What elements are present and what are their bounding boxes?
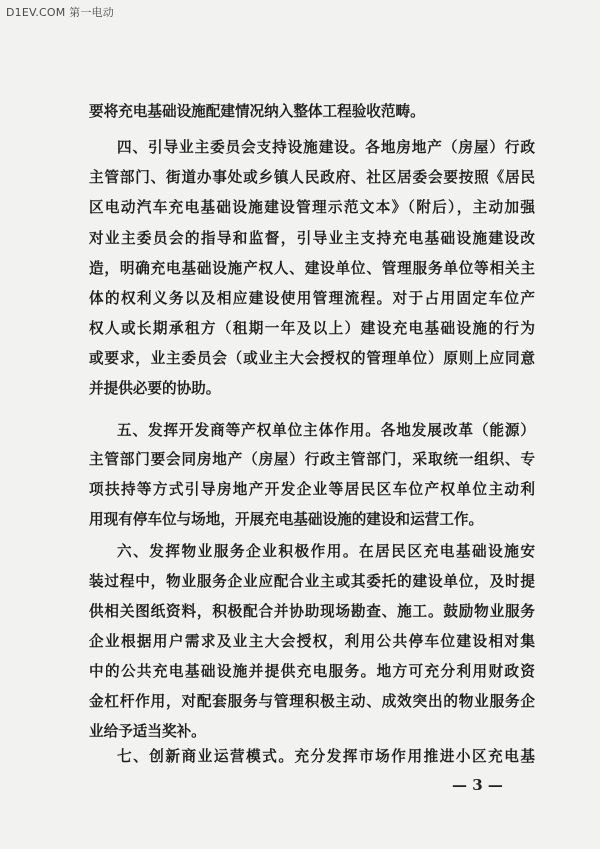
body-text-line: 并提供必要的协助。	[89, 380, 221, 397]
body-text-line: 用现有停车位与场地，开展充电基础设施的建设和运营工作。	[89, 511, 484, 528]
body-text-line: 业给予适当奖补。	[89, 723, 206, 740]
body-text-line: 主管部门要会同房地产（房屋）行政主管部门，采取统一组织、专	[89, 451, 535, 468]
watermark-logo-text: D1EV.COM 第一电动	[6, 6, 114, 19]
page-number: — 3 —	[452, 776, 503, 794]
body-text-line: 金杠杆作用，对配套服务与管理积极主动、成效突出的物业服务企	[89, 693, 535, 710]
body-text-line: 供相关图纸资料，积极配合并协助现场勘查、施工。鼓励物业服务	[89, 603, 535, 620]
body-text-line: 体的权利义务以及相应建设使用管理流程。对于占用固定车位产	[89, 290, 535, 307]
body-text-line: 或要求，业主委员会（或业主大会授权的管理单位）原则上应同意	[89, 350, 535, 367]
body-text-line: 项扶持等方式引导房地产开发企业等居民区车位产权单位主动利	[89, 481, 535, 498]
body-text-line: 要将充电基础设施配建情况纳入整体工程验收范畴。	[89, 103, 425, 120]
body-text-line: 四、引导业主委员会支持设施建设。各地房地产（房屋）行政	[117, 139, 535, 156]
body-text-line: 中的公共充电基础设施并提供充电服务。地方可充分利用财政资	[89, 663, 535, 680]
body-text-line: 权人或长期承租方（租期一年及以上）建设充电基础设施的行为	[89, 320, 535, 337]
body-text-line: 五、发挥开发商等产权单位主体作用。各地发展改革（能源）	[117, 422, 535, 439]
body-text-line: 造，明确充电基础设施产权人、建设单位、管理服务单位等相关主	[89, 260, 535, 277]
body-text-line: 七、创新商业运营模式。充分发挥市场作用推进小区充电基	[117, 748, 535, 765]
body-text-line: 企业根据用户需求及业主大会授权，利用公共停车位建设相对集	[89, 633, 535, 650]
body-text-line: 区电动汽车充电基础设施建设管理示范文本》（附后），主动加强	[89, 199, 535, 216]
body-text-line: 装过程中，物业服务企业应配合业主或其委托的建设单位，及时提	[89, 573, 535, 590]
body-text-line: 对业主委员会的指导和监督，引导业主支持充电基础设施建设改	[89, 230, 535, 247]
body-text-line: 六、发挥物业服务企业积极作用。在居民区充电基础设施安	[117, 543, 535, 560]
body-text-line: 主管部门、街道办事处或乡镇人民政府、社区居委会要按照《居民	[89, 169, 535, 186]
